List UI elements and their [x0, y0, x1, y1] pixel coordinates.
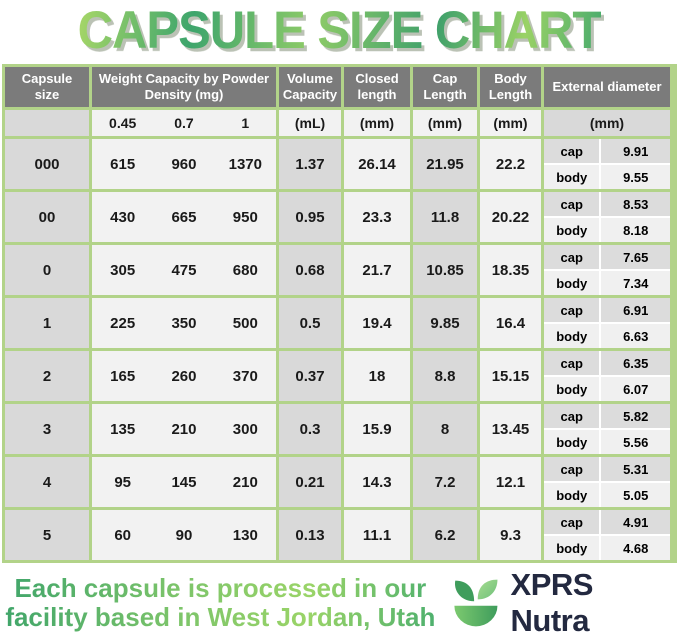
external-diameter-cell [544, 404, 670, 454]
volume-capacity-cell: 0.3 [279, 404, 341, 454]
weight-capacity-cell [92, 457, 276, 507]
volume-capacity-cell: 1.37 [279, 139, 341, 189]
external-body-subrow [544, 536, 670, 560]
external-cap-subrow [544, 139, 670, 163]
external-body-subrow [544, 324, 670, 348]
closed-length-cell: 26.14 [344, 139, 410, 189]
weight-capacity-cell [92, 351, 276, 401]
table-row [5, 139, 674, 189]
cap-length-cell: 6.2 [413, 510, 477, 560]
external-diameter-cell [544, 351, 670, 401]
external-body-subrow [544, 430, 670, 454]
body-diameter-value: 5.56 [601, 430, 670, 454]
weight-density-1: 950 [232, 208, 258, 226]
closed-length-cell: 18 [344, 351, 410, 401]
cap-label: cap [544, 298, 599, 322]
table-row [5, 245, 674, 295]
volume-capacity-cell: 0.68 [279, 245, 341, 295]
closed-length-cell: 11.1 [344, 510, 410, 560]
volume-capacity-cell: 0.37 [279, 351, 341, 401]
body-diameter-value: 6.07 [601, 377, 670, 401]
table-header-row [5, 67, 674, 107]
facility-note-line1: Each capsule is processed in our [14, 573, 427, 604]
weight-capacity-cell [92, 510, 276, 560]
capsule-size-cell: 5 [5, 510, 89, 560]
external-cap-subrow [544, 298, 670, 322]
body-length-cell: 16.4 [480, 298, 541, 348]
page-title: CAPSULE SIZE CHART [77, 1, 602, 60]
cap-length-cell: 7.2 [413, 457, 477, 507]
cap-label: cap [544, 139, 599, 163]
external-diameter-cell [544, 298, 670, 348]
weight-density-07: 90 [175, 526, 193, 544]
closed-length-cell: 15.9 [344, 404, 410, 454]
cap-diameter-value: 6.91 [601, 298, 670, 322]
cap-diameter-value: 4.91 [601, 510, 670, 534]
header-weight-capacity: Weight Capacity by Powder Density (mg) [92, 67, 276, 107]
cap-label: cap [544, 351, 599, 375]
table-row [5, 192, 674, 242]
volume-capacity-cell: 0.95 [279, 192, 341, 242]
cap-label: cap [544, 510, 599, 534]
unit-body: (mm) [480, 110, 541, 136]
weight-density-045: 60 [114, 526, 131, 544]
closed-length-cell: 21.7 [344, 245, 410, 295]
table-row [5, 457, 674, 507]
weight-density-1: 210 [232, 473, 258, 491]
external-body-subrow [544, 165, 670, 189]
body-length-cell: 22.2 [480, 139, 541, 189]
external-body-subrow [544, 218, 670, 242]
table-body [5, 139, 674, 560]
body-length-cell: 13.45 [480, 404, 541, 454]
cap-length-cell: 8.8 [413, 351, 477, 401]
capsule-size-cell: 0 [5, 245, 89, 295]
cap-length-cell: 11.8 [413, 192, 477, 242]
facility-note-line2: facility based in West Jordan, Utah [5, 602, 436, 632]
capsule-size-cell: 1 [5, 298, 89, 348]
unit-cap: (mm) [413, 110, 477, 136]
capsule-size-cell: 00 [5, 192, 89, 242]
table-units-row [5, 110, 674, 136]
body-label: body [544, 218, 599, 242]
body-label: body [544, 536, 599, 560]
body-diameter-value: 9.55 [601, 165, 670, 189]
volume-capacity-cell: 0.13 [279, 510, 341, 560]
external-diameter-cell [544, 245, 670, 295]
external-diameter-cell [544, 192, 670, 242]
table-row [5, 351, 674, 401]
weight-density-045: 305 [110, 261, 136, 279]
external-cap-subrow [544, 510, 670, 534]
weight-density-045: 615 [110, 155, 136, 173]
units-capsule-size-blank [5, 110, 89, 136]
body-length-cell: 20.22 [480, 192, 541, 242]
weight-capacity-cell [92, 192, 276, 242]
weight-capacity-cell [92, 139, 276, 189]
density-07: 0.7 [174, 115, 194, 131]
weight-density-1: 130 [232, 526, 258, 544]
body-diameter-value: 7.34 [601, 271, 670, 295]
external-cap-subrow [544, 404, 670, 428]
body-length-cell: 15.15 [480, 351, 541, 401]
external-body-subrow [544, 483, 670, 507]
closed-length-cell: 23.3 [344, 192, 410, 242]
cap-label: cap [544, 404, 599, 428]
brand-logo [449, 567, 679, 639]
external-body-subrow [544, 377, 670, 401]
cap-diameter-value: 5.82 [601, 404, 670, 428]
body-length-cell: 12.1 [480, 457, 541, 507]
header-cap-length: Cap Length [413, 67, 477, 107]
unit-external: (mm) [544, 110, 670, 136]
unit-volume: (mL) [279, 110, 341, 136]
weight-density-07: 260 [171, 367, 197, 385]
body-label: body [544, 165, 599, 189]
body-diameter-value: 4.68 [601, 536, 670, 560]
weight-density-07: 145 [171, 473, 197, 491]
header-capsule-size: Capsule size [5, 67, 89, 107]
cap-diameter-value: 7.65 [601, 245, 670, 269]
body-diameter-value: 8.18 [601, 218, 670, 242]
external-cap-subrow [544, 351, 670, 375]
density-045: 0.45 [109, 115, 137, 131]
cap-label: cap [544, 245, 599, 269]
unit-closed: (mm) [344, 110, 410, 136]
weight-density-07: 475 [171, 261, 197, 279]
closed-length-cell: 14.3 [344, 457, 410, 507]
cap-length-cell: 10.85 [413, 245, 477, 295]
body-length-cell: 9.3 [480, 510, 541, 560]
weight-density-045: 135 [110, 420, 136, 438]
body-label: body [544, 377, 599, 401]
leaf-bowl-icon [449, 577, 503, 629]
external-cap-subrow [544, 245, 670, 269]
closed-length-cell: 19.4 [344, 298, 410, 348]
weight-capacity-cell [92, 404, 276, 454]
capsule-size-cell: 2 [5, 351, 89, 401]
weight-density-07: 665 [171, 208, 197, 226]
capsule-size-cell: 3 [5, 404, 89, 454]
cap-diameter-value: 5.31 [601, 457, 670, 481]
weight-density-045: 95 [114, 473, 131, 491]
external-diameter-cell [544, 139, 670, 189]
external-body-subrow [544, 271, 670, 295]
header-body-length: Body Length [480, 67, 541, 107]
brand-name: XPRS Nutra [510, 567, 593, 638]
weight-density-1: 1370 [228, 155, 262, 173]
header-volume-capacity: Volume Capacity [279, 67, 341, 107]
cap-label: cap [544, 457, 599, 481]
weight-density-1: 300 [232, 420, 258, 438]
body-diameter-value: 5.05 [601, 483, 670, 507]
cap-length-cell: 21.95 [413, 139, 477, 189]
external-diameter-cell [544, 510, 670, 560]
cap-length-cell: 8 [413, 404, 477, 454]
external-cap-subrow [544, 192, 670, 216]
footer [0, 567, 679, 639]
table-row [5, 298, 674, 348]
weight-density-1: 680 [232, 261, 258, 279]
weight-density-045: 430 [110, 208, 136, 226]
weight-capacity-cell [92, 245, 276, 295]
volume-capacity-cell: 0.21 [279, 457, 341, 507]
weight-density-045: 225 [110, 314, 136, 332]
cap-diameter-value: 9.91 [601, 139, 670, 163]
body-label: body [544, 271, 599, 295]
weight-density-045: 165 [110, 367, 136, 385]
weight-capacity-cell [92, 298, 276, 348]
body-label: body [544, 483, 599, 507]
body-label: body [544, 430, 599, 454]
weight-density-07: 350 [171, 314, 197, 332]
volume-capacity-cell: 0.5 [279, 298, 341, 348]
table-row [5, 404, 674, 454]
external-diameter-cell [544, 457, 670, 507]
cap-label: cap [544, 192, 599, 216]
header-external-diameter: External diameter [544, 67, 670, 107]
table-row [5, 510, 674, 560]
external-cap-subrow [544, 457, 670, 481]
facility-note [0, 574, 441, 631]
weight-density-07: 210 [171, 420, 197, 438]
header-closed-length: Closed length [344, 67, 410, 107]
units-densities [92, 110, 276, 136]
capsule-size-cell: 4 [5, 457, 89, 507]
cap-diameter-value: 6.35 [601, 351, 670, 375]
cap-diameter-value: 8.53 [601, 192, 670, 216]
body-length-cell: 18.35 [480, 245, 541, 295]
capsule-size-cell: 000 [5, 139, 89, 189]
weight-density-07: 960 [171, 155, 197, 173]
density-1: 1 [241, 115, 250, 131]
weight-density-1: 500 [232, 314, 258, 332]
page-title-bar [0, 0, 679, 62]
body-diameter-value: 6.63 [601, 324, 670, 348]
capsule-size-table [2, 64, 677, 563]
cap-length-cell: 9.85 [413, 298, 477, 348]
weight-density-1: 370 [232, 367, 258, 385]
body-label: body [544, 324, 599, 348]
